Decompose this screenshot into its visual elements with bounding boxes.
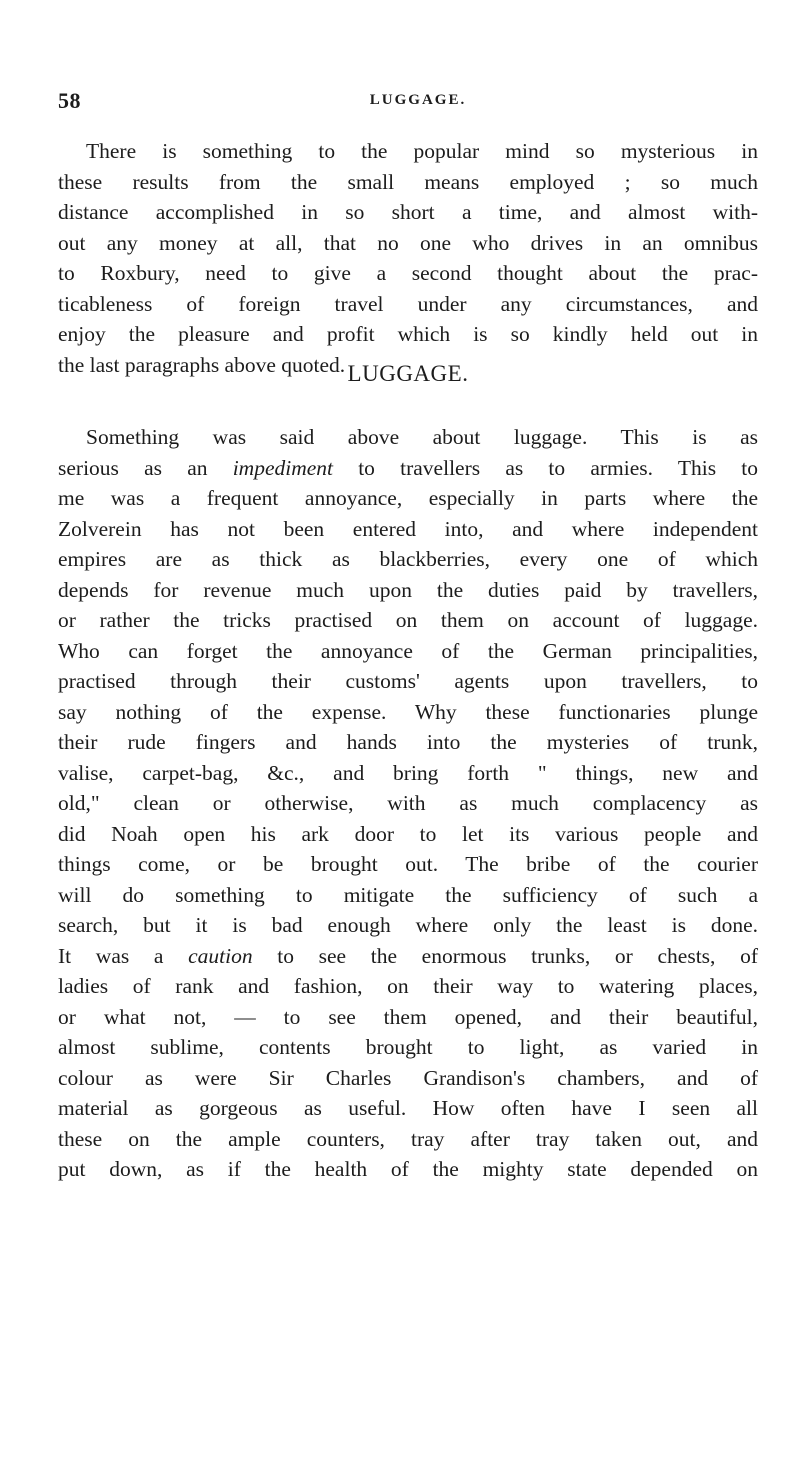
text-segment: It was a: [58, 943, 189, 968]
text-line: ladies of rank and fashion, on their way to watering places,: [58, 974, 758, 998]
text-line: depends for revenue much upon the duties paid by travellers,: [58, 577, 758, 602]
text-line: out any money at all, that no one who drives in an omnibus: [58, 230, 758, 255]
text-line: material as gorgeous as useful. How often have I seen all: [58, 1096, 758, 1120]
paragraph-1: [58, 136, 758, 380]
text-line: Who can forget the annoyance of the German principalities,: [58, 638, 758, 663]
text-line: distance accomplished in so short a time, and almost with-: [58, 200, 758, 224]
text-segment: serious as an: [58, 455, 233, 480]
text-line: Something was said above about luggage. This is as: [86, 425, 758, 449]
text-line: colour as were Sir Charles Grandison's chambers, and of: [58, 1065, 758, 1090]
section-heading: LUGGAGE.: [347, 361, 469, 386]
text-line: the last paragraphs above quoted.: [58, 352, 346, 377]
text-line: me was a frequent annoyance, especially in parts where the: [58, 486, 758, 510]
text-line: valise, carpet-bag, &c., and bring forth " things, new and: [58, 760, 758, 785]
paragraph-2: [58, 422, 758, 1185]
text-line: ticableness of foreign travel under any circumstances, and: [58, 291, 758, 316]
text-line: almost sublime, contents brought to light, as varied in: [58, 1035, 758, 1059]
text-line: [58, 941, 758, 972]
text-line: put down, as if the health of the mighty state depended on: [58, 1157, 758, 1181]
italic-word: impediment: [232, 455, 334, 480]
text-line: search, but it is bad enough where only the least is done.: [58, 913, 758, 937]
text-line: enjoy the pleasure and profit which is so kindly held out in: [58, 322, 758, 346]
text-line: things come, or be brought out. The bribe of the courier: [58, 852, 758, 876]
text-line: empires are as thick as blackberries, every one of which: [58, 547, 758, 571]
text-line: to Roxbury, need to give a second thought about the prac-: [58, 261, 758, 285]
text-line: old," clean or otherwise, with as much complacency as: [58, 791, 758, 815]
running-title: LUGGAGE.: [369, 92, 467, 108]
page-number: 58: [58, 88, 81, 113]
text-line: these results from the small means employed ; so much: [58, 169, 758, 194]
text-line: did Noah open his ark door to let its various people and: [58, 821, 758, 846]
text-line: [58, 453, 758, 484]
text-line: There is something to the popular mind so mysterious in: [86, 139, 758, 163]
text-line: say nothing of the expense. Why these functionaries plunge: [58, 699, 758, 724]
italic-word: caution: [188, 943, 253, 968]
text-line: Zolverein has not been entered into, and where independent: [58, 516, 758, 541]
text-line: will do something to mitigate the sufficiency of such a: [58, 882, 758, 907]
text-line: or what not, — to see them opened, and their beautiful,: [58, 1004, 758, 1029]
text-line: these on the ample counters, tray after tray taken out, and: [58, 1126, 758, 1151]
text-segment: to see the enormous trunks, or chests, of: [252, 943, 758, 968]
text-segment: to travellers as to armies. This to: [333, 455, 758, 480]
text-line: their rude fingers and hands into the mysteries of trunk,: [58, 730, 758, 754]
text-line: or rather the tricks practised on them on account of luggage.: [58, 608, 758, 632]
text-line: practised through their customs' agents upon travellers, to: [58, 669, 758, 693]
running-head: [58, 88, 758, 118]
